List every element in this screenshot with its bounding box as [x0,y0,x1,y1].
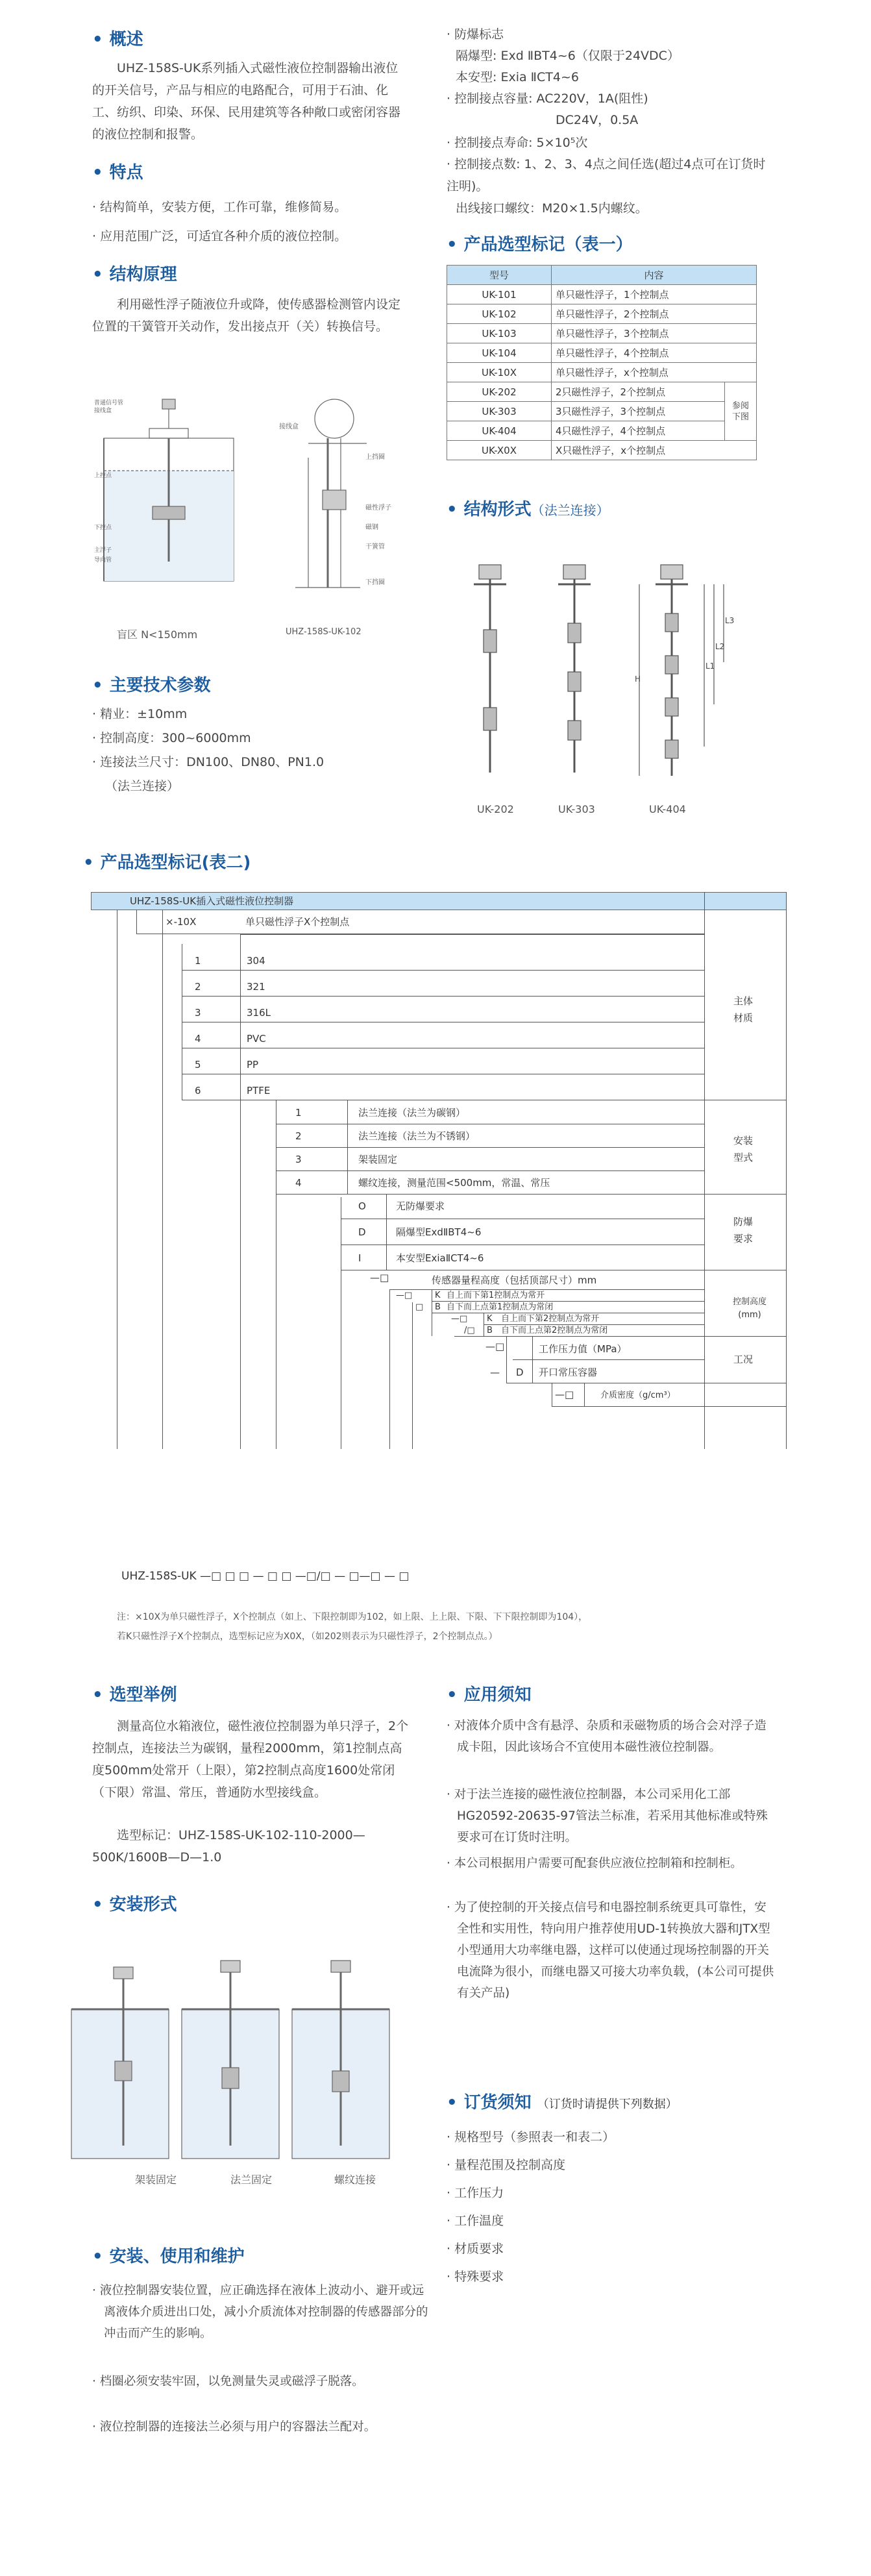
overview-title: • 概述 [92,30,143,49]
maintenance-item: · 液位控制器安装位置，应正确选择在液体上波动小、避开或远离液体介质进出口处，减小介质流体对控制器的传感器部分的冲击而产生的影响。 [92,2284,428,2340]
table2-note-2: 若K只磁性浮子X个控制点，选型标记应为X0X，（如202则表示为只磁性浮子，2个控制点点。） [117,1631,498,1642]
install-caption-rack: 架装固定 [135,2174,177,2186]
x10-desc: 单只磁性浮子X个控制点 [245,916,350,928]
contact-life: · 控制接点寿命: 5×10⁵次 [447,136,588,150]
application-item: · 对于法兰连接的磁性液位控制器，本公司采用化工部HG20592-20635-97管法兰标准，若采用其他标准或特殊要求可在订货时注明。 [447,1788,768,1844]
overview-text: UHZ-158S-UK系列插入式磁性液位控制器输出液位的开关信号，产品与相应的电路配合，可用于石油、化工、纺织、印染、环保、民用建筑等各种敞口或密闭容器的液位控制和报警。 [92,61,401,142]
dim-l2: L2 [715,642,725,651]
order-item: · 特殊要求 [447,2270,504,2284]
range-text: 传感器量程高度（包括顶部尺寸）mm [432,1274,597,1286]
model-line: UHZ-158S-UK —□ □ □ — □ □ —□/□ — □—□ — □ [121,1570,410,1583]
label-magnet: 磁钢 [365,524,378,531]
dim-h: H [635,675,641,684]
tank-diagram-1 [91,393,247,601]
label-lower-point: 下控点 [94,525,112,531]
install-title: • 安装形式 [92,1895,177,1914]
structure-diagram [454,552,766,805]
ctrl-label: 控制高度(mm) [732,1297,767,1320]
contact-capacity-dc: DC24V，0.5A [556,113,639,127]
label-upper-ring: 上挡圈 [365,454,385,461]
pressure-text: 工作压力值（MPa） [539,1343,627,1355]
install-caption-thread: 螺纹连接 [334,2174,376,2186]
dim-l1: L1 [705,662,715,671]
table2-header: UHZ-158S-UK插入式磁性液位控制器 [130,895,294,907]
table-row: UK-101 单只磁性浮子，1个控制点 [447,285,757,304]
features-title: • 特点 [92,163,143,182]
diagram1-caption: 盲区 N<150mm [117,628,198,641]
table1-header-content: 内容 [552,266,757,285]
table-row: UK-10X 单只磁性浮子，x个控制点 [447,363,757,382]
structure-title: • 结构形式（法兰连接） [447,500,609,519]
table-row: UK-X0X X只磁性浮子，x个控制点 [447,441,757,460]
maintenance-item: · 液位控制器的连接法兰必须与用户的容器法兰配对。 [92,2420,376,2434]
label-magnetic-float: 磁性浮子 [365,504,391,512]
application-title: • 应用须知 [447,1685,532,1705]
bullet-icon: • [92,30,103,49]
table-row: UK-102 单只磁性浮子，2个控制点 [447,304,757,324]
spec-item: · 精业：±10mm [92,707,188,721]
table2: UHZ-158S-UK插入式磁性液位控制器 ×-10X 单只磁性浮子X个控制点 1 304 2 321 3 316L 4 PVC 5 PP 6 PTFE 主体材质 1 法兰连接（法兰为碳钢） 2 法兰连接（法兰为不锈钢） 3 架装固定 4 螺纹连接，测量范围<500mm，常温、常压 安装型式 O 无防爆要求 D 隔爆型ExdⅡBT4~6 I 本安型ExiaⅡCT4~6 防爆要求 —□ 传感器量程高度（包括顶部尺寸）mm —□ K 自上而下第1控制点为常开 □ B 自下而上点第1控制点为常闭 —□ K 自上而下第2控制点为常开 /□ B 自下而上点第2控制点为常闭 控制高度(mm) —□ 工作压力值（MPa） — D 开口常压容器 工况 —□ 介质密度（g/cm³） [91,892,787,1449]
order-item: · 材质要求 [447,2242,504,2256]
label-reed-switch: 干簧管 [365,543,385,551]
contact-count: · 控制接点数: 1、2、3、4点之间任选(超过4点可在订货时注明)。 [447,157,766,193]
install-caption-flange: 法兰固定 [230,2174,273,2186]
application-item: · 本公司根据用户需要可配套供应液位控制箱和控制柜。 [447,1857,742,1870]
table-row: UK-104 单只磁性浮子，4个控制点 [447,343,757,363]
order-item: · 规格型号（参照表一和表二） [447,2130,615,2144]
order-item: · 工作温度 [447,2214,504,2228]
label-main-float: 主浮子 [94,547,112,554]
label-signal-pipe: 普通信号管 [94,400,124,406]
table2-note-1: 注：×10X为单只磁性浮子，X个控制点（如上、下限控制即为102，如上限、上上限、下限、下下限控制即为104）， [117,1612,588,1622]
explosion-d: 隔爆型: Exd ⅡBT4~6（仅限于24VDC） [456,49,680,63]
feature-item: · 应用范围广泛，可适宜各种介质的液位控制。 [92,229,347,243]
spec-item: · 连接法兰尺寸：DN100、DN80、PN1.0 [92,755,325,769]
table1 [447,265,757,460]
table1-header-model: 型号 [447,266,552,285]
example-text: 测量高位水箱液位，磁性液位控制器为单只浮子，2个控制点，连接法兰为碳钢，量程2000mm，第1控制点高度500mm处常开（上限），第2控制点高度1600处常闭（下限）常温、常压，普通防水型接线盒。 [92,1719,409,1800]
structure-caption-202: UK-202 [477,803,514,815]
thread-spec: 出线接口螺纹：M20×1.5内螺纹。 [456,201,648,216]
example-title: • 选型举例 [92,1685,177,1705]
dim-l3: L3 [725,616,735,625]
material-label: 主体材质 [733,995,753,1024]
table-row: UK-202 2只磁性浮子，2个控制点 参阅下图 [447,382,757,402]
label-junction-box: 接线盒 [94,408,112,414]
explosion-mark: · 防爆标志 [447,27,504,42]
explosion-label: 防爆要求 [733,1216,753,1245]
range-box: —□ [370,1272,389,1283]
maintenance-title: • 安装、使用和维护 [92,2247,245,2266]
diagram2-caption: UHZ-158S-UK-102 [286,627,362,637]
application-item: · 对液体介质中含有悬浮、杂质和汞磁物质的场合会对浮子造成卡阻，因此该场合不宜使用本磁性液位控制器。 [447,1719,767,1754]
maintenance-item: · 档圈必须安装牢固，以免测量失灵或磁浮子脱落。 [92,2375,364,2388]
spec-item: （法兰连接） [105,779,180,793]
feature-item: · 结构简单，安装方便，工作可靠，维修简易。 [92,200,347,214]
order-title: • 订货须知 （订货时请提供下列数据） [447,2093,678,2112]
table1-title: • 产品选型标记（表一） [447,235,633,254]
table-row: UK-404 4只磁性浮子，4个控制点 [447,421,757,441]
x10-code: ×-10X [166,916,197,928]
principle-text: 利用磁性浮子随液位升或降，使传感器检测管内设定位置的干簧管开关动作，发出接点开（关）转换信号。 [92,297,401,334]
cond-label: 工况 [733,1354,754,1365]
spec-item: · 控制高度：300~6000mm [92,731,251,745]
label-upper-point: 上控点 [94,473,112,479]
label-junction-box-2: 接线盒 [279,423,299,430]
example-mark: 选型标记：UHZ-158S-UK-102-110-2000—500K/1600B—D—1.0 [92,1828,365,1864]
order-item: · 量程范围及控制高度 [447,2158,566,2172]
label-guide-tube: 导向管 [94,557,112,564]
install-label: 安装型式 [733,1135,753,1163]
float-diagram-2 [269,393,412,607]
pressure-d-desc: 开口常压容器 [539,1367,598,1378]
table1-note: 参阅下图 [725,382,757,441]
install-diagram [65,1951,422,2165]
explosion-i: 本安型: Exia ⅡCT4~6 [456,70,579,84]
structure-caption-303: UK-303 [558,803,595,815]
application-item: · 为了使控制的开关接点信号和电器控制系统更具可靠性，安全性和实用性，特向用户推荐使用UD-1转换放大器和JTX型小型通用大功率继电器，这样可以使通过现场控制器的开关电流降为很小，而继电器又可接大功率负载，(本公司可提供有关产品) [447,1901,774,2000]
density-text: 介质密度（g/cm³） [600,1391,676,1400]
principle-title: • 结构原理 [92,265,177,284]
order-item: · 工作压力 [447,2186,504,2200]
table-row: UK-103 单只磁性浮子，3个控制点 [447,324,757,343]
structure-caption-404: UK-404 [649,803,686,815]
table-row: UK-303 3只磁性浮子，3个控制点 [447,402,757,421]
specs-title: • 主要技术参数 [92,676,211,695]
table2-title: • 产品选型标记(表二) [83,853,251,873]
label-lower-ring: 下挡圈 [365,579,385,586]
contact-capacity: · 控制接点容量: AC220V，1A(阻性) [447,92,648,106]
